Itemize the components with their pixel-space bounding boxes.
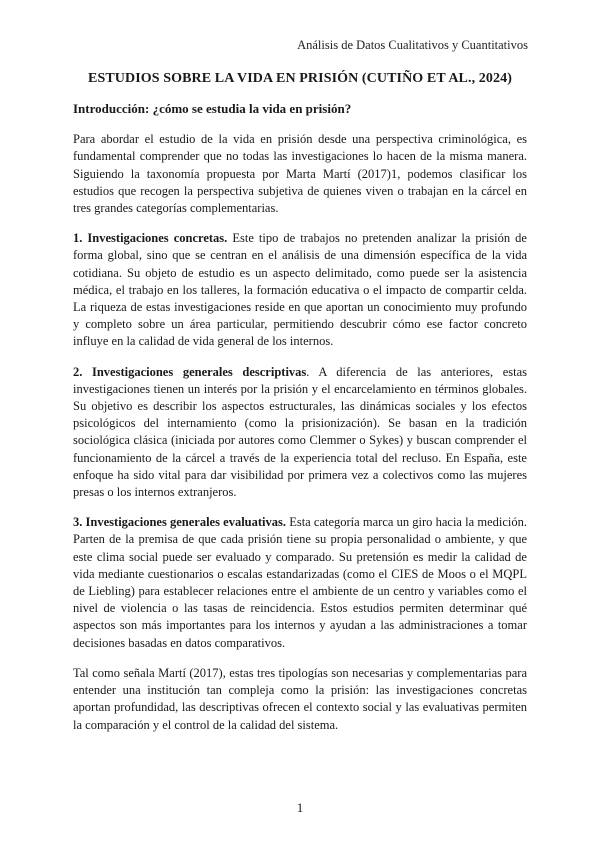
section-paragraph-concretas [73,230,527,350]
document-title: ESTUDIOS SOBRE LA VIDA EN PRISIÓN (CUTIÑO ET AL., 2024) [88,71,512,86]
page-number: 1 [296,800,304,815]
section-paragraph-evaluativas [73,514,527,652]
section-text: . A diferencia de las anteriores, estas investigaciones tienen un interés por la prisión y el encarcelamiento en términos globales. Su objetivo es describir los aspectos estructurales, las dinámicas sociales y los efectos psicológicos del internamiento (como la prisionización). Se basan en la tradición sociológica clásica (iniciada por autores como Clemmer o Sykes) y buscan comprender el funcionamiento de la cárcel a través de la experiencia total del recluso. En España, este enfoque ha sido vital para dar visibilidad por primera vez a colectivos como las mujeres presas o los internos extranjeros. [73,364,528,500]
section-lead: 2. Investigaciones generales descriptivas [73,364,307,379]
section-lead: 3. Investigaciones generales evaluativas. [73,515,287,530]
section-text: Esta categoría marca un giro hacia la medición. Parten de la premisa de que cada prisión tiene su propia personalidad o ambiente, y que este clima social puede ser evaluado y comparado. Su pretensión es medir la calidad de vida mediante cuestionarios o escalas estandarizadas (como el CIES de Moos o el MQPL de Liebling) para establecer relaciones entre el ambiente de un centro y variables como el nivel de violencia o las tasas de reincidencia. Estos estudios permiten determinar qué aspectos son más importantes para los internos y ayudan a las administraciones a tomar decisiones basadas en datos comparativos. [73,515,527,650]
conclusion-paragraph: Tal como señala Martí (2017), estas tres tipologías son necesarias y complementarias para entender una institución tan compleja como la prisión: las investigaciones concretas aportan profundidad, las descriptivas ofrecen el contexto social y las evaluativas permiten la comparación y el control de la calidad del sistema. [73,665,527,732]
section-subheading: Introducción: ¿cómo se estudia la vida en prisión? [73,101,352,116]
section-paragraph-descriptivas [73,364,527,502]
running-header: Análisis de Datos Cualitativos y Cuantitativos [297,38,528,52]
intro-paragraph: Para abordar el estudio de la vida en prisión desde una perspectiva criminológica, es fundamental comprender que no todas las investigaciones lo hacen de la misma manera. Siguiendo la taxonomía propuesta por Marta Martí (2017)1, podemos clasificar los estudios que recogen la perspectiva subjetiva de quienes viven o trabajan en la cárcel en tres grandes categorías complementarias. [73,132,527,216]
section-text: Este tipo de trabajos no pretenden analizar la prisión de forma global, sino que se centran en el análisis de una dimensión específica de la vida cotidiana. Su objeto de estudio es un aspecto delimitado, como puede ser la asistencia médica, el trabajo en los talleres, la formación educativa o el impacto de compartir celda. La riqueza de estas investigaciones reside en que aportan un conocimiento muy profundo y completo sobre un área particular, permitiendo descubrir cómo ese factor concreto influye en la calidad de vida general de los internos. [73,231,527,349]
section-lead: 1. Investigaciones concretas. [73,231,228,246]
document-body [73,100,527,747]
